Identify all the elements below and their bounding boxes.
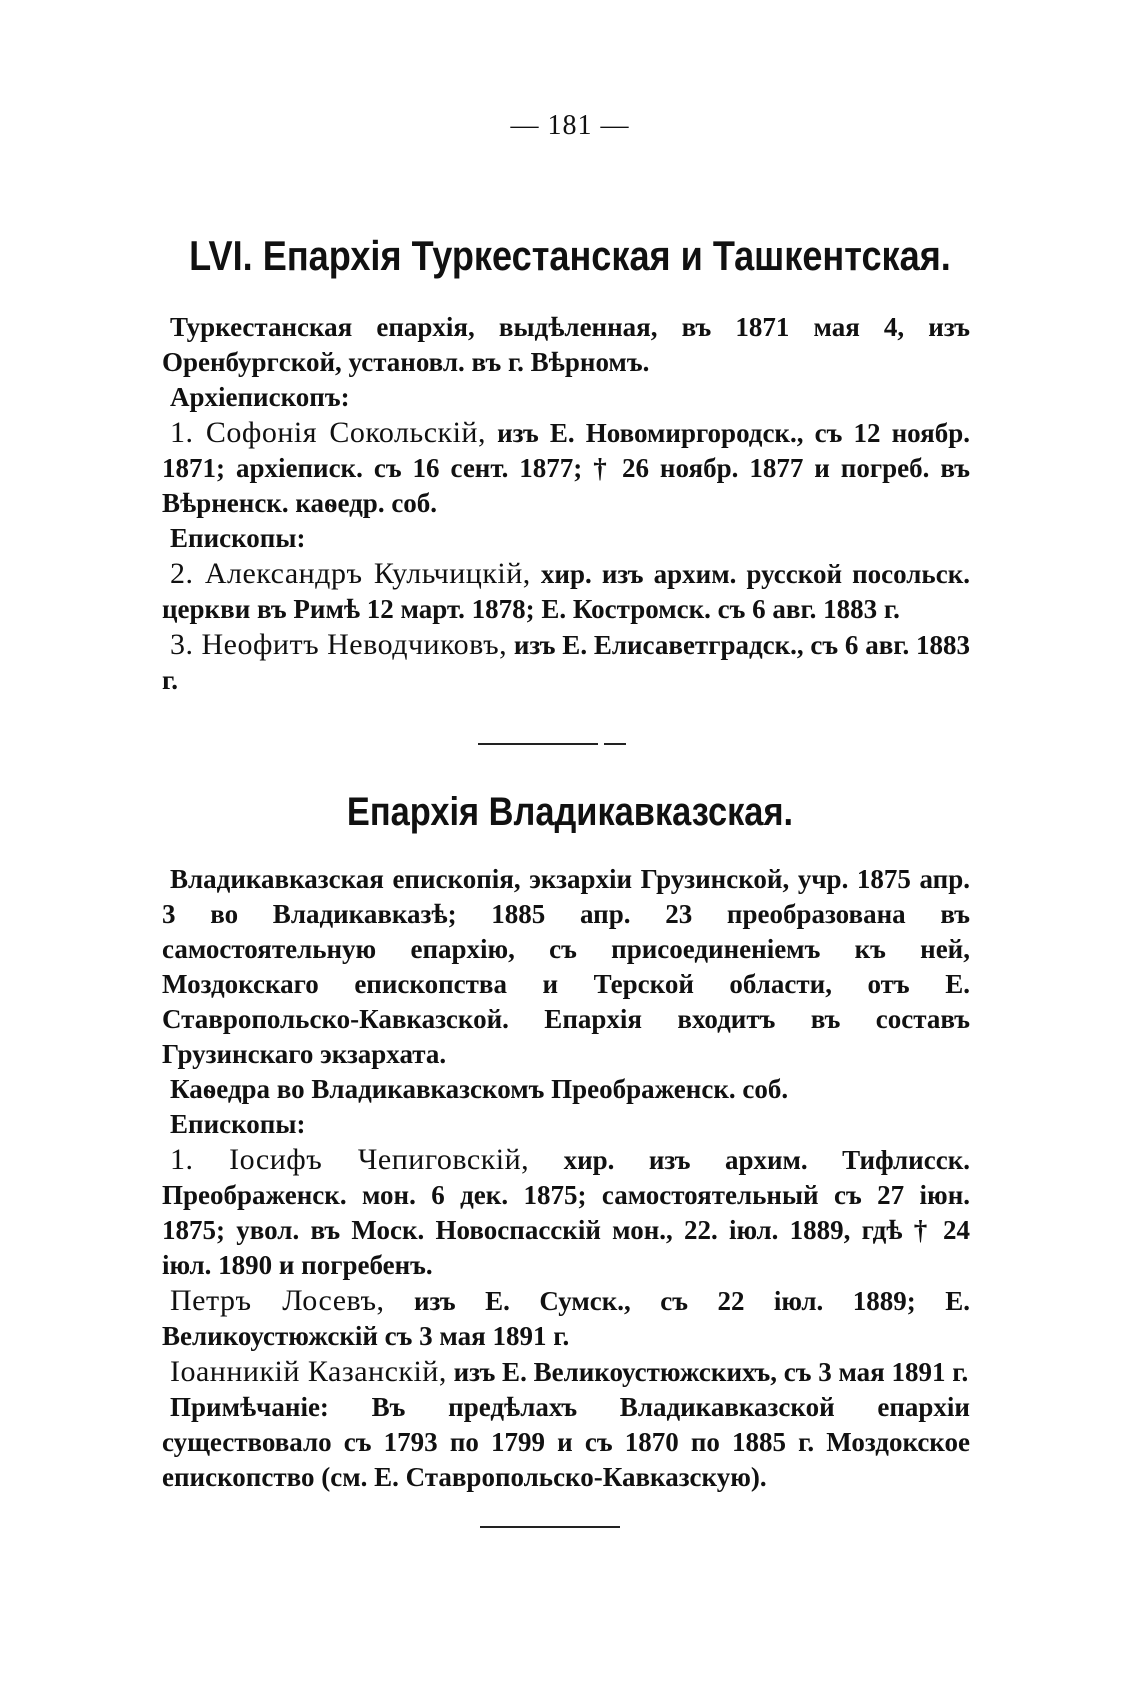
bishop-name-3: 3. Неофитъ Неводчиковъ,: [170, 628, 508, 661]
section-title-vladikavkaz: Епархія Владикавказская.: [346, 790, 794, 834]
bishop-entry-3: [162, 627, 970, 698]
note-paragraph: Примѣчаніе: Въ предѣлахъ Владикавказской епархіи существовало съ 1793 по 1799 и съ 1870 по 1885 г. Моздокское епископство (см. Е. Ставропольско-Кавказскую).: [162, 1392, 970, 1492]
bishop-text-2: изъ Е. Сумск., съ 22 іюл. 1889; Е. Великоустюжскій съ 3 мая 1891 г.: [162, 1286, 970, 1351]
bishops-label: Епископы:: [170, 1109, 306, 1139]
bishops-label: Епископы:: [170, 523, 306, 553]
bishop-name-3: Іоанникій Казанскій,: [170, 1355, 447, 1388]
section-body-vladikavkaz: [162, 862, 970, 1495]
section-divider: [478, 743, 598, 745]
bishop-name-2: Петръ Лосевъ,: [170, 1284, 385, 1317]
bishop-name-1: 1. Софонія Сокольскій,: [170, 416, 486, 449]
bishop-name-1: 1. Іосифъ Чепиговскій,: [170, 1143, 530, 1176]
intro-paragraph: Туркестанская епархія, выдѣленная, въ 1871 мая 4, изъ Оренбургской, установл. въ г. Вѣрномъ.: [162, 312, 970, 377]
archbishop-label: Архіепископъ:: [170, 382, 350, 412]
bishop-text-1: хир. изъ архим. Тифлисск. Преображенск. мон. 6 дек. 1875; самостоятельный съ 27 іюн. 1875; увол. въ Моск. Новоспасскій мон., 22. іюл. 1889, гдѣ † 24 іюл. 1890 и погребенъ.: [162, 1145, 970, 1280]
section-body-turkestan: [162, 310, 970, 698]
end-divider: [480, 1526, 620, 1528]
bishop-text-3: изъ Е. Елисаветградск., съ 6 авг. 1883 г.: [162, 630, 970, 695]
intro-paragraph: Владикавказская епископія, экзархіи Грузинской, учр. 1875 апр. 3 во Владикавказѣ; 1885 апр. 23 преобразована въ самостоятельную епархію, съ присоединеніемъ къ ней, Моздокскаго епископства и Терской области, отъ Е. Ставропольско-Кавказской. Епархія входитъ въ составъ Грузинскаго экзархата.: [162, 864, 970, 1069]
bishop-entry-2: [162, 1283, 970, 1354]
bishop-entry-1: [162, 1142, 970, 1283]
bishop-entry-1: [162, 415, 970, 521]
bishop-entry-3: [162, 1354, 970, 1390]
bishop-text-1: изъ Е. Новомиргородск., съ 12 ноябр. 1871; архіеписк. съ 16 сент. 1877; † 26 ноябр. 1877 и погреб. въ Вѣрненск. каѳедр. соб.: [162, 418, 970, 518]
bishop-name-2: 2. Александръ Кульчицкій,: [170, 557, 531, 590]
cathedral-line: Каѳедра во Владикавказскомъ Преображенск. соб.: [170, 1074, 789, 1104]
bishop-text-2: хир. изъ архим. русской посольск. церкви въ Римѣ 12 март. 1878; Е. Костромск. съ 6 авг. 1883 г.: [162, 559, 971, 624]
bishop-text-3: изъ Е. Великоустюжскихъ, съ 3 мая 1891 г.: [446, 1357, 969, 1387]
bishop-entry-2: [162, 556, 970, 627]
page-number: — 181 —: [510, 110, 630, 141]
section-divider-tail: [604, 743, 626, 745]
section-title-turkestan: LVI. Епархія Туркестанская и Ташкентская.: [189, 232, 951, 279]
